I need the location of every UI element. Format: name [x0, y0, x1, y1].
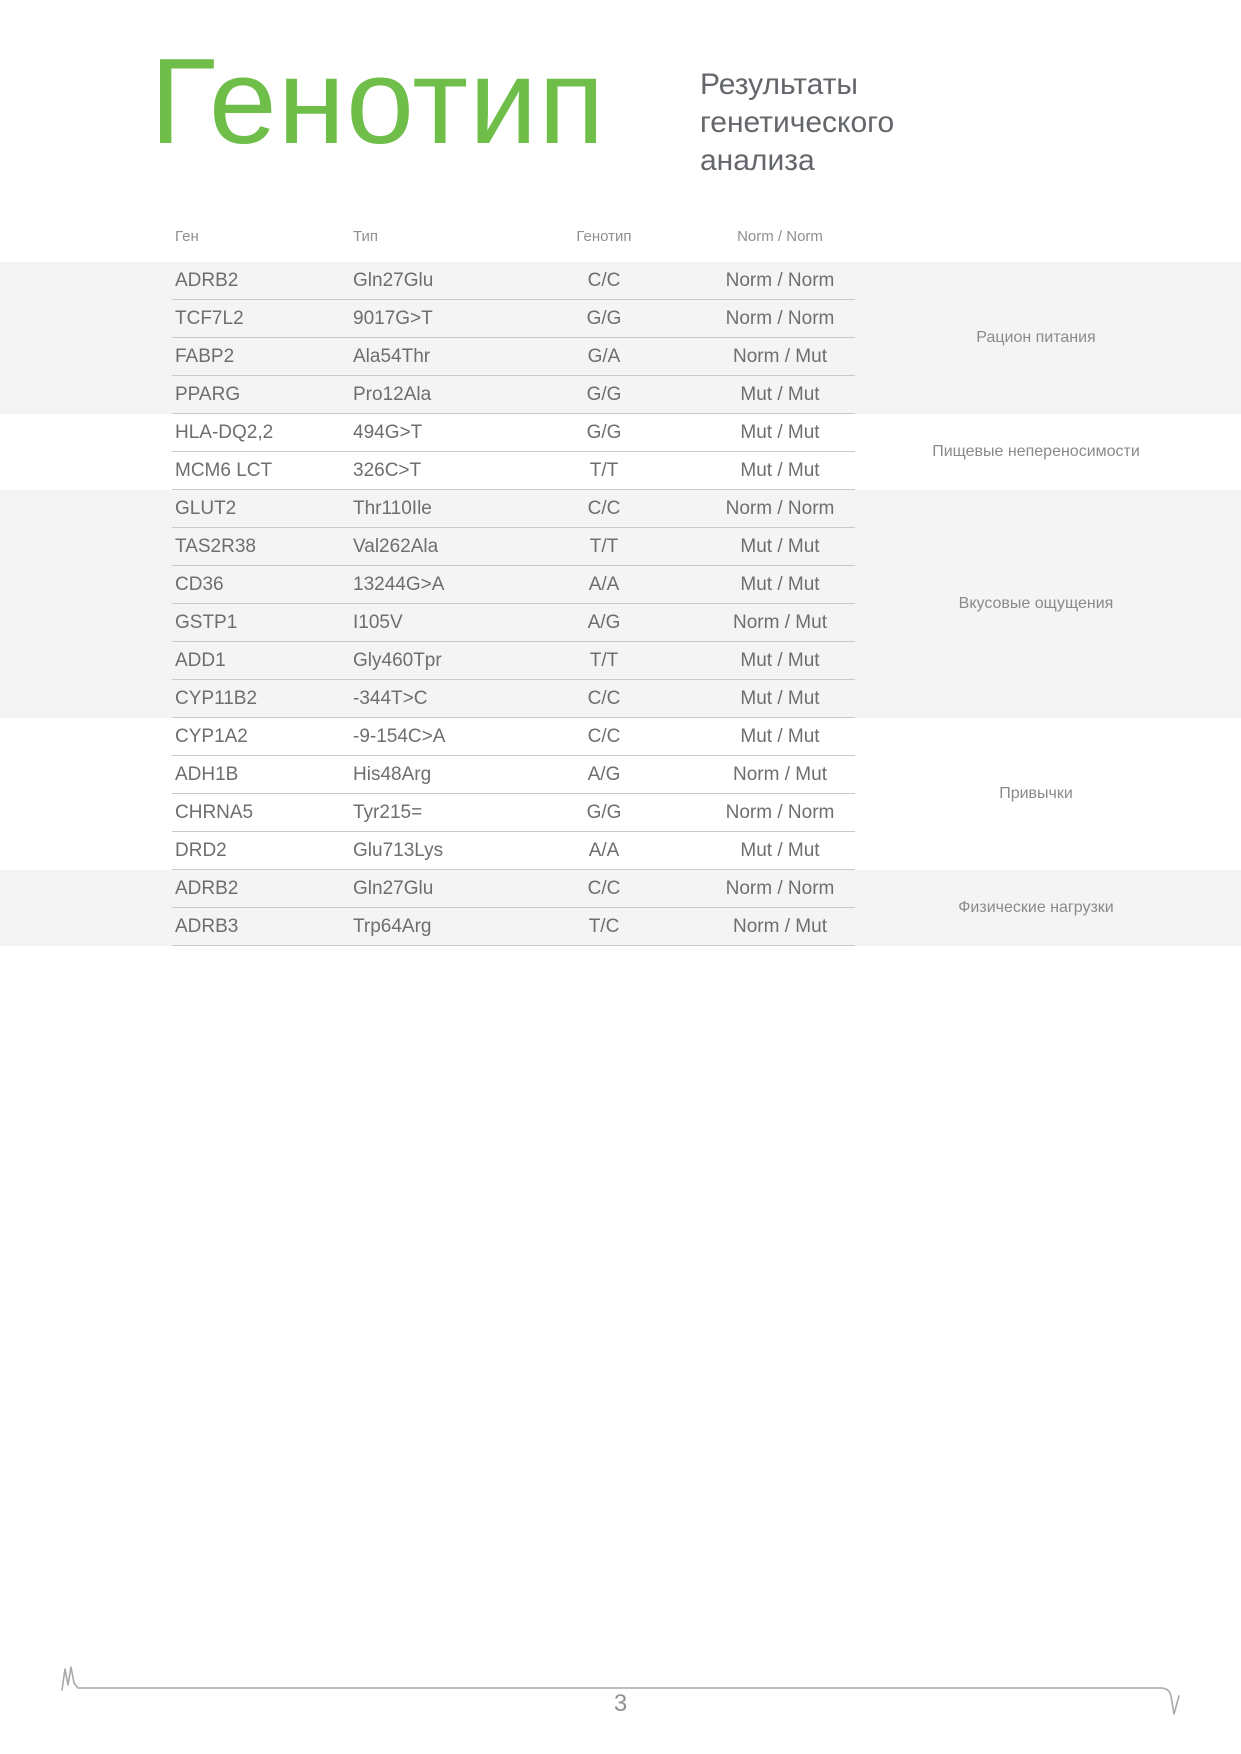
table-row: [172, 452, 855, 490]
category-label: Привычки: [999, 785, 1073, 802]
category-label: Физические нагрузки: [958, 899, 1114, 916]
genotype-cell: T/T: [589, 649, 619, 671]
result-cell: Norm / Norm: [725, 307, 835, 329]
table-row: [172, 414, 855, 452]
genotype-cell: T/C: [588, 915, 620, 937]
table-row: [172, 680, 855, 718]
result-cell: Mut / Mut: [740, 687, 820, 709]
column-header-genotype: Генотип: [576, 228, 632, 245]
table-row: [172, 908, 855, 946]
table-row: [172, 566, 855, 604]
genotype-cell: G/G: [586, 383, 622, 405]
type-cell: His48Arg: [353, 763, 432, 785]
result-cell: Norm / Mut: [733, 915, 827, 937]
table-row: [172, 604, 855, 642]
result-cell: Norm / Mut: [733, 611, 827, 633]
table-row: [172, 794, 855, 832]
type-cell: I105V: [353, 611, 403, 633]
genotype-cell: A/A: [588, 573, 620, 595]
genotype-cell: T/T: [589, 535, 619, 557]
table-row: [172, 528, 855, 566]
table-row: [172, 756, 855, 794]
gene-cell: TCF7L2: [175, 307, 244, 329]
table-row: [172, 262, 855, 300]
type-cell: Pro12Ala: [353, 383, 432, 405]
table-row: [172, 338, 855, 376]
column-header-gene: Ген: [175, 228, 199, 245]
genotype-cell: A/A: [588, 839, 620, 861]
group-band: [0, 490, 1241, 718]
genotype-cell: C/C: [587, 877, 621, 899]
type-cell: 13244G>A: [353, 573, 445, 595]
group-band: [0, 870, 1241, 946]
gene-cell: ADH1B: [175, 763, 239, 785]
result-cell: Mut / Mut: [740, 725, 820, 747]
genotype-cell: G/G: [586, 421, 622, 443]
genotype-cell: G/G: [586, 307, 622, 329]
page-subtitle: Результаты генетического анализа: [700, 68, 895, 177]
category-label: Вкусовые ощущения: [958, 595, 1114, 612]
group-band: [0, 262, 1241, 414]
genotype-cell: C/C: [587, 269, 621, 291]
result-cell: Mut / Mut: [740, 421, 820, 443]
genotype-cell: A/G: [587, 611, 621, 633]
gene-cell: CD36: [175, 573, 224, 595]
table-row: [172, 832, 855, 870]
type-cell: Gln27Glu: [353, 877, 434, 899]
column-header-type: Тип: [353, 228, 379, 245]
results-table: [0, 262, 1241, 946]
gene-cell: ADRB2: [175, 877, 239, 899]
type-cell: Trp64Arg: [353, 915, 432, 937]
table-row: [172, 870, 855, 908]
genotype-cell: C/C: [587, 725, 621, 747]
result-cell: Norm / Norm: [725, 269, 835, 291]
table-row: [172, 642, 855, 680]
type-cell: Gly460Tpr: [353, 649, 442, 671]
page-number: 3: [613, 1690, 628, 1717]
type-cell: -344T>C: [353, 687, 428, 709]
result-cell: Mut / Mut: [740, 573, 820, 595]
gene-cell: PPARG: [175, 383, 241, 405]
result-cell: Norm / Norm: [725, 497, 835, 519]
result-cell: Mut / Mut: [740, 649, 820, 671]
table-row: [172, 490, 855, 528]
result-cell: Mut / Mut: [740, 383, 820, 405]
result-cell: Mut / Mut: [740, 535, 820, 557]
result-cell: Mut / Mut: [740, 839, 820, 861]
gene-cell: DRD2: [175, 839, 227, 861]
category-label: Пищевые непереносимости: [932, 443, 1140, 460]
column-header-result: Norm / Norm: [737, 228, 823, 245]
gene-cell: FABP2: [175, 345, 235, 367]
type-cell: Ala54Thr: [353, 345, 431, 367]
gene-cell: GSTP1: [175, 611, 238, 633]
gene-cell: HLA-DQ2,2: [175, 421, 274, 443]
result-cell: Norm / Norm: [725, 801, 835, 823]
page-title: Генотип: [150, 33, 606, 169]
table-row: [172, 300, 855, 338]
type-cell: Val262Ala: [353, 535, 439, 557]
genotype-cell: C/C: [587, 497, 621, 519]
type-cell: Thr110Ile: [353, 497, 432, 519]
type-cell: Gln27Glu: [353, 269, 434, 291]
table-row: [172, 718, 855, 756]
gene-cell: ADRB2: [175, 269, 239, 291]
result-cell: Norm / Norm: [725, 877, 835, 899]
footer-squiggle-left-icon: [62, 1667, 78, 1690]
category-label: Рацион питания: [976, 329, 1096, 346]
group-band: [0, 718, 1241, 870]
gene-cell: GLUT2: [175, 497, 237, 519]
genotype-cell: A/G: [587, 763, 621, 785]
group-band: [0, 414, 1241, 490]
type-cell: 494G>T: [353, 421, 423, 443]
gene-cell: ADRB3: [175, 915, 239, 937]
genotype-cell: C/C: [587, 687, 621, 709]
table-row: [172, 376, 855, 414]
genotype-cell: G/A: [587, 345, 621, 367]
gene-cell: MCM6 LCT: [175, 459, 273, 481]
type-cell: Glu713Lys: [353, 839, 444, 861]
genotype-cell: T/T: [589, 459, 619, 481]
type-cell: Tyr215=: [353, 801, 423, 823]
gene-cell: TAS2R38: [175, 535, 256, 557]
result-cell: Mut / Mut: [740, 459, 820, 481]
gene-cell: ADD1: [175, 649, 226, 671]
type-cell: -9-154C>A: [353, 725, 446, 747]
type-cell: 9017G>T: [353, 307, 433, 329]
gene-cell: CHRNA5: [175, 801, 254, 823]
gene-cell: CYP1A2: [175, 725, 248, 747]
result-cell: Norm / Mut: [733, 763, 827, 785]
gene-cell: CYP11B2: [175, 687, 258, 709]
type-cell: 326C>T: [353, 459, 422, 481]
result-cell: Norm / Mut: [733, 345, 827, 367]
genotype-cell: G/G: [586, 801, 622, 823]
